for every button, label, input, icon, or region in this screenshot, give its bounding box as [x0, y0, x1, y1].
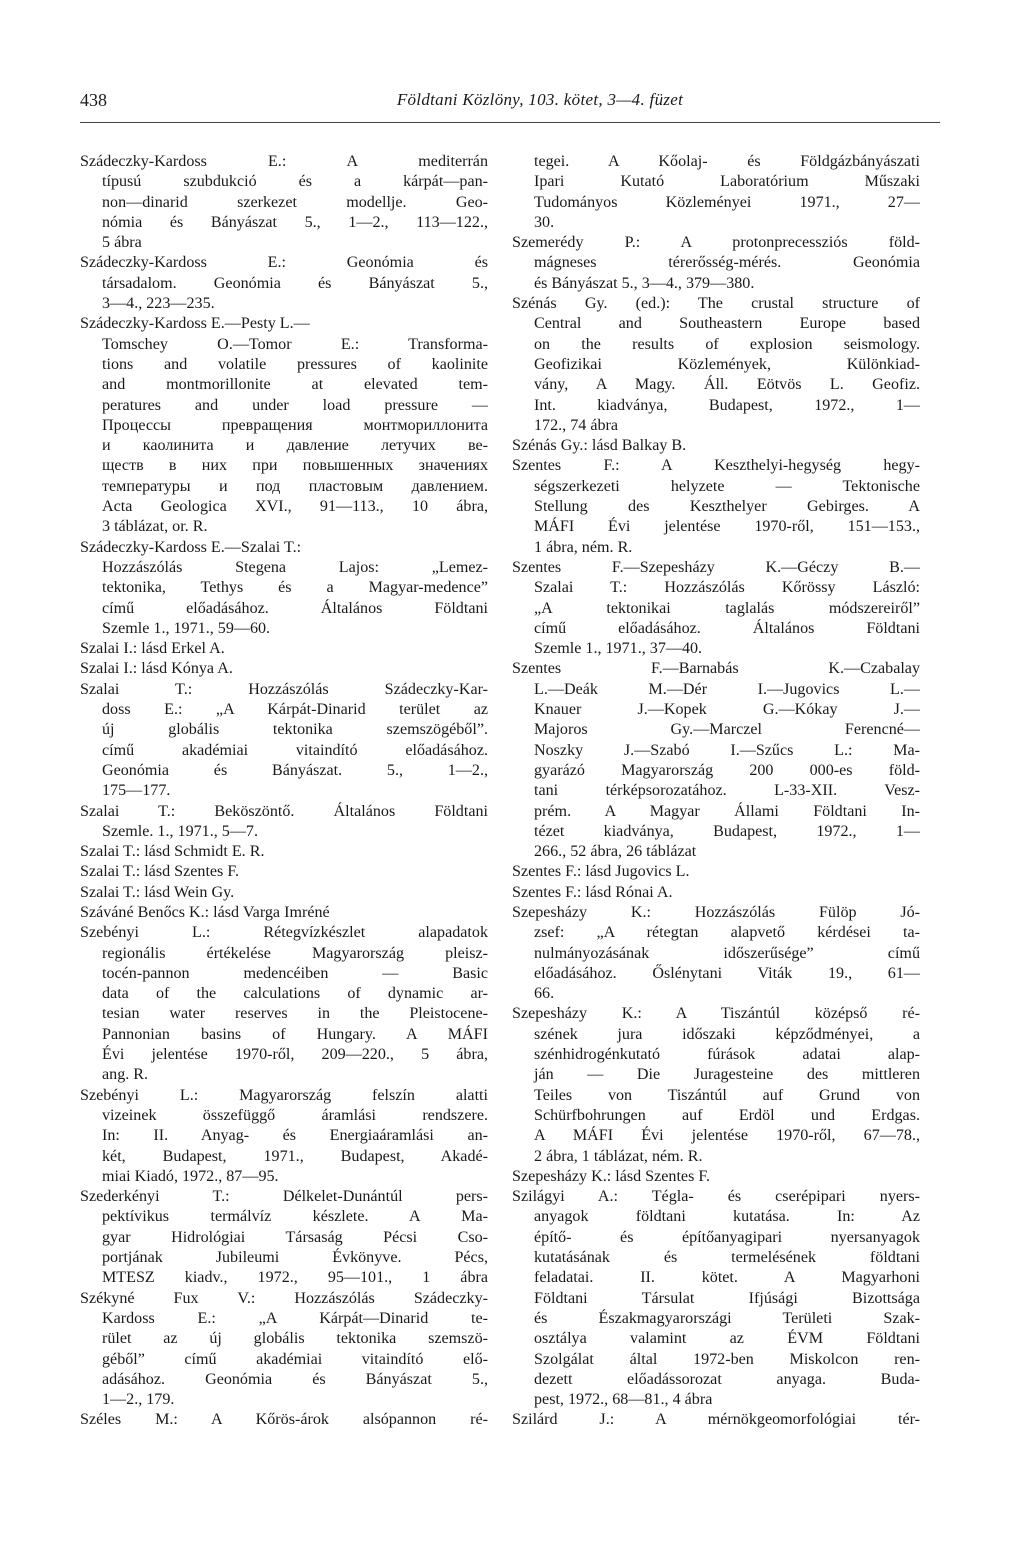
bibliography-entry-start: Szádeczky-Kardoss E.—Pesty L.—	[80, 315, 310, 333]
bibliography-line: szénhidrogénkutató fúrások adatai alap-	[534, 1046, 920, 1064]
bibliography-line: Szalai T.: Hozzászólás Kőrössy László:	[534, 579, 920, 597]
bibliography-line: Stellung des Keszthelyer Gebirges. A	[534, 498, 920, 516]
bibliography-line: Pannonian basins of Hungary. A MÁFI	[102, 1025, 488, 1043]
bibliography-entry-start: Szepesházy K.: A Tiszántúl középső ré-	[512, 1005, 920, 1023]
right-column	[512, 152, 920, 1431]
bibliography-entry-start: Szilárd J.: A mérnökgeomorfológiai tér-	[512, 1411, 920, 1429]
bibliography-line: ществ в них при повышенных значениях	[102, 457, 488, 475]
bibliography-line: data of the calculations of dynamic ar-	[102, 985, 488, 1003]
bibliography-line: rület az új globális tektonika szemszö-	[102, 1330, 488, 1348]
bibliography-line: Szolgálat által 1972-ben Miskolcon ren-	[534, 1350, 920, 1368]
bibliography-line: regionális értékelése Magyarország pleisz-	[102, 944, 488, 962]
bibliography-line: tani térképsorozatához. L-33-XII. Vesz-	[534, 782, 920, 800]
bibliography-line: miai Kiadó, 1972., 87—95.	[102, 1167, 279, 1185]
bibliography-line: géből” című akadémiai vitaindító elő-	[102, 1350, 488, 1368]
bibliography-line: kutatásának és termelésének földtani	[534, 1249, 920, 1267]
bibliography-line: adásához. Geonómia és Bányászat 5.,	[102, 1370, 488, 1388]
bibliography-entry-start: Száváné Benőcs K.: lásd Varga Imréné	[80, 903, 330, 921]
bibliography-line: nulmányozásának időszerűsége” című	[534, 944, 920, 962]
bibliography-line: Kardoss E.: „A Kárpát—Dinarid te-	[102, 1309, 488, 1327]
bibliography-entry-start: Szénás Gy.: lásd Balkay B.	[512, 437, 687, 455]
bibliography-line: 66.	[534, 985, 555, 1003]
bibliography-line: dezett előadássorozat anyaga. Buda-	[534, 1370, 920, 1388]
bibliography-line: Ipari Kutató Laboratórium Műszaki	[534, 173, 920, 191]
bibliography-line: feladatai. II. kötet. A Magyarhoni	[534, 1269, 920, 1287]
page-header	[80, 90, 940, 120]
bibliography-entry-start: Szádeczky-Kardoss E.—Szalai T.:	[80, 538, 302, 556]
bibliography-entry-start: Szederkényi T.: Délkelet-Dunántúl pers-	[80, 1188, 488, 1206]
bibliography-entry-start: Szalai T.: lásd Szentes F.	[80, 863, 240, 881]
bibliography-entry-start: Szentes F.: A Keszthelyi-hegység hegy-	[512, 457, 920, 475]
bibliography-line: Geofizikai Közlemények, Különkiad-	[534, 355, 920, 373]
bibliography-entry-start: Szalai T.: lásd Wein Gy.	[80, 883, 235, 901]
bibliography-line: Évi jelentése 1970-ről, 209—220., 5 ábra,	[102, 1046, 488, 1064]
bibliography-entry-start: Szalai T.: Beköszöntő. Általános Földtani	[80, 802, 488, 820]
bibliography-entry-start: Szebényi L.: Magyarország felszín alatti	[80, 1086, 488, 1104]
bibliography-line: peratures and under load pressure —	[102, 396, 488, 414]
bibliography-entry-start: Szádeczky-Kardoss E.: Geonómia és	[80, 254, 488, 272]
bibliography-line: két, Budapest, 1971., Budapest, Akadé-	[102, 1147, 488, 1165]
bibliography-line: és Északmagyarországi Területi Szak-	[534, 1309, 920, 1327]
bibliography-line: Int. kiadványa, Budapest, 1972., 1—	[534, 396, 920, 414]
bibliography-line: 172., 74 ábra	[534, 416, 619, 434]
bibliography-entry-start: Szepesházy K.: Hozzászólás Fülöp Jó-	[512, 903, 920, 921]
bibliography-line: osztálya valamint az ÉVM Földtani	[534, 1330, 920, 1348]
bibliography-line: vizeinek összefüggő áramlási rendszere.	[102, 1106, 488, 1124]
bibliography-line: Teiles von Tiszántúl auf Grund von	[534, 1086, 920, 1104]
bibliography-line: 30.	[534, 213, 555, 231]
bibliography-entry-start: Szentes F.: lásd Jugovics L.	[512, 863, 690, 881]
bibliography-line: Hozzászólás Stegena Lajos: „Lemez-	[102, 558, 488, 576]
bibliography-line: prém. A Magyar Állami Földtani In-	[534, 802, 920, 820]
bibliography-entry-start: Szalai T.: Hozzászólás Szádeczky-Kar-	[80, 680, 488, 698]
bibliography-line: építő- és építőanyagipari nyersanyagok	[534, 1228, 920, 1246]
bibliography-line: tesian water reserves in the Pleistocene-	[102, 1005, 488, 1023]
bibliography-entry-start: Székyné Fux V.: Hozzászólás Szádeczky-	[80, 1289, 488, 1307]
bibliography-entry-start: Szalai T.: lásd Schmidt E. R.	[80, 843, 265, 861]
running-title: Földtani Közlöny, 103. kötet, 3—4. füzet	[396, 90, 684, 109]
bibliography-line: Tomschey O.—Tomor E.: Transforma-	[102, 335, 488, 353]
bibliography-line: Földtani Társulat Ifjúsági Bizottsága	[534, 1289, 920, 1307]
bibliography-line: című előadásához. Általános Földtani	[102, 599, 488, 617]
bibliography-line: MTESZ kiadv., 1972., 95—101., 1 ábra	[102, 1269, 488, 1287]
bibliography-entry-start: Szénás Gy. (ed.): The crustal structure of	[512, 295, 920, 313]
bibliography-line: ján — Die Juragesteine des mittleren	[534, 1066, 920, 1084]
bibliography-line: tocén-pannon medencéiben — Basic	[102, 964, 488, 982]
bibliography-line: zsef: „A rétegtan alapvető kérdései ta-	[534, 924, 920, 942]
bibliography-line: Schürfbohrungen auf Erdöl und Erdgas.	[534, 1106, 920, 1124]
bibliography-line: pest, 1972., 68—81., 4 ábra	[534, 1391, 713, 1409]
bibliography-line: Acta Geologica XVI., 91—113., 10 ábra,	[102, 498, 488, 516]
bibliography-line: Noszky J.—Szabó I.—Szűcs L.: Ma-	[534, 741, 920, 759]
bibliography-line: ségszerkezeti helyzete — Tektonische	[534, 477, 920, 495]
bibliography-line: tions and volatile pressures of kaolinite	[102, 355, 488, 373]
bibliography-line: Процессы превращения монтмориллонита	[102, 416, 488, 434]
bibliography-entry-start: Szentes F.—Barnabás K.—Czabalay	[512, 660, 920, 678]
bibliography-line: vány, A Magy. Áll. Eötvös L. Geofiz.	[534, 376, 920, 394]
bibliography-line: Szemle. 1., 1971., 5—7.	[102, 822, 259, 840]
bibliography-line: and montmorillonite at elevated tem-	[102, 376, 488, 394]
bibliography-line: и каолинита и давление летучих ве-	[102, 437, 488, 455]
bibliography-line: tegei. A Kőolaj- és Földgázbányászati	[534, 153, 920, 170]
bibliography-line: előadásához. Őslénytani Viták 19., 61—	[534, 964, 920, 982]
bibliography-line: szének jura időszaki képződményei, a	[534, 1025, 920, 1043]
bibliography-line: L.—Deák M.—Dér I.—Jugovics L.—	[534, 680, 920, 698]
bibliography-line: Geonómia és Bányászat. 5., 1—2.,	[102, 761, 488, 779]
bibliography-entry-start: Szebényi L.: Rétegvízkészlet alapadatok	[80, 924, 488, 942]
bibliography-line: MÁFI Évi jelentése 1970-ről, 151—153.,	[534, 518, 920, 536]
bibliography-line: tézet kiadványa, Budapest, 1972., 1—	[534, 822, 920, 840]
bibliography-line: anyagok földtani kutatása. In: Az	[534, 1208, 920, 1226]
bibliography-line: 1—2., 179.	[102, 1391, 175, 1409]
bibliography-entry-start: Szalai I.: lásd Erkel A.	[80, 640, 225, 658]
bibliography-line: Szemle 1., 1971., 37—40.	[534, 640, 703, 658]
bibliography-line: Szemle 1., 1971., 59—60.	[102, 619, 271, 637]
bibliography-line: Majoros Gy.—Marczel Ferencné—	[534, 721, 920, 739]
bibliography-line: tektonika, Tethys és a Magyar-medence”	[102, 579, 488, 597]
bibliography-line: Tudományos Közleményei 1971., 27—	[534, 193, 920, 211]
header-rule	[80, 122, 940, 123]
bibliography-line: 1 ábra, ném. R.	[534, 538, 633, 556]
bibliography-line: című előadásához. Általános Földtani	[534, 619, 920, 637]
bibliography-line: Knauer J.—Kopek G.—Kókay J.—	[534, 701, 920, 719]
bibliography-line: típusú szubdukció és a kárpát—pan-	[102, 173, 488, 191]
bibliography-line: „A tektonikai taglalás módszereiről”	[534, 599, 920, 617]
bibliography-entry-start: Szepesházy K.: lásd Szentes F.	[512, 1167, 711, 1185]
bibliography-entry-start: Szalai I.: lásd Kónya A.	[80, 660, 233, 678]
left-column	[80, 152, 488, 1431]
bibliography-line: ang. R.	[102, 1066, 149, 1084]
bibliography-entry-start: Szentes F.—Szepesházy K.—Géczy B.—	[512, 558, 920, 576]
bibliography-line: portjának Jubileumi Évkönyve. Pécs,	[102, 1249, 488, 1267]
bibliography-line: температуры и под пластовым давлением.	[102, 477, 488, 495]
bibliography-entry-start: Szentes F.: lásd Rónai A.	[512, 883, 673, 901]
bibliography-entry-start: Szemerédy P.: A protonprecessziós föld-	[512, 234, 920, 252]
bibliography-line: mágneses térerősség-mérés. Geonómia	[534, 254, 920, 272]
page-number: 438	[80, 90, 107, 110]
bibliography-line: gyar Hidrológiai Társaság Pécsi Cso-	[102, 1228, 488, 1246]
bibliography-line: Central and Southeastern Europe based	[534, 315, 920, 333]
bibliography-line: non—dinarid szerkezet modellje. Geo-	[102, 193, 488, 211]
bibliography-line: 5 ábra	[102, 234, 142, 252]
bibliography-line: doss E.: „A Kárpát-Dinarid terület az	[102, 701, 488, 719]
bibliography-entry-start: Szádeczky-Kardoss E.: A mediterrán	[80, 153, 488, 170]
bibliography-line: on the results of explosion seismology.	[534, 335, 920, 353]
bibliography-line: című akadémiai vitaindító előadásához.	[102, 741, 488, 759]
bibliography-line: 3 táblázat, or. R.	[102, 518, 208, 536]
bibliography-line: 175—177.	[102, 782, 171, 800]
bibliography-line: nómia és Bányászat 5., 1—2., 113—122.,	[102, 213, 488, 231]
bibliography-line: és Bányászat 5., 3—4., 379—380.	[534, 274, 755, 292]
bibliography-line: 2 ábra, 1 táblázat, ném. R.	[534, 1147, 703, 1165]
bibliography-entry-start: Szilágyi A.: Tégla- és cserépipari nyers-	[512, 1188, 920, 1206]
bibliography-entry-start: Széles M.: A Kőrös-árok alsópannon ré-	[80, 1411, 488, 1429]
bibliography-line: gyarázó Magyarország 200 000-es föld-	[534, 761, 920, 779]
bibliography-line: 3—4., 223—235.	[102, 295, 215, 313]
bibliography-line: In: II. Anyag- és Energiaáramlási an-	[102, 1127, 488, 1145]
bibliography-line: A MÁFI Évi jelentése 1970-ről, 67—78.,	[534, 1127, 920, 1145]
bibliography-line: új globális tektonika szemszögéből”.	[102, 721, 488, 739]
bibliography-line: pektívikus termálvíz készlete. A Ma-	[102, 1208, 488, 1226]
bibliography-line: 266., 52 ábra, 26 táblázat	[534, 843, 697, 861]
bibliography-line: társadalom. Geonómia és Bányászat 5.,	[102, 274, 488, 292]
